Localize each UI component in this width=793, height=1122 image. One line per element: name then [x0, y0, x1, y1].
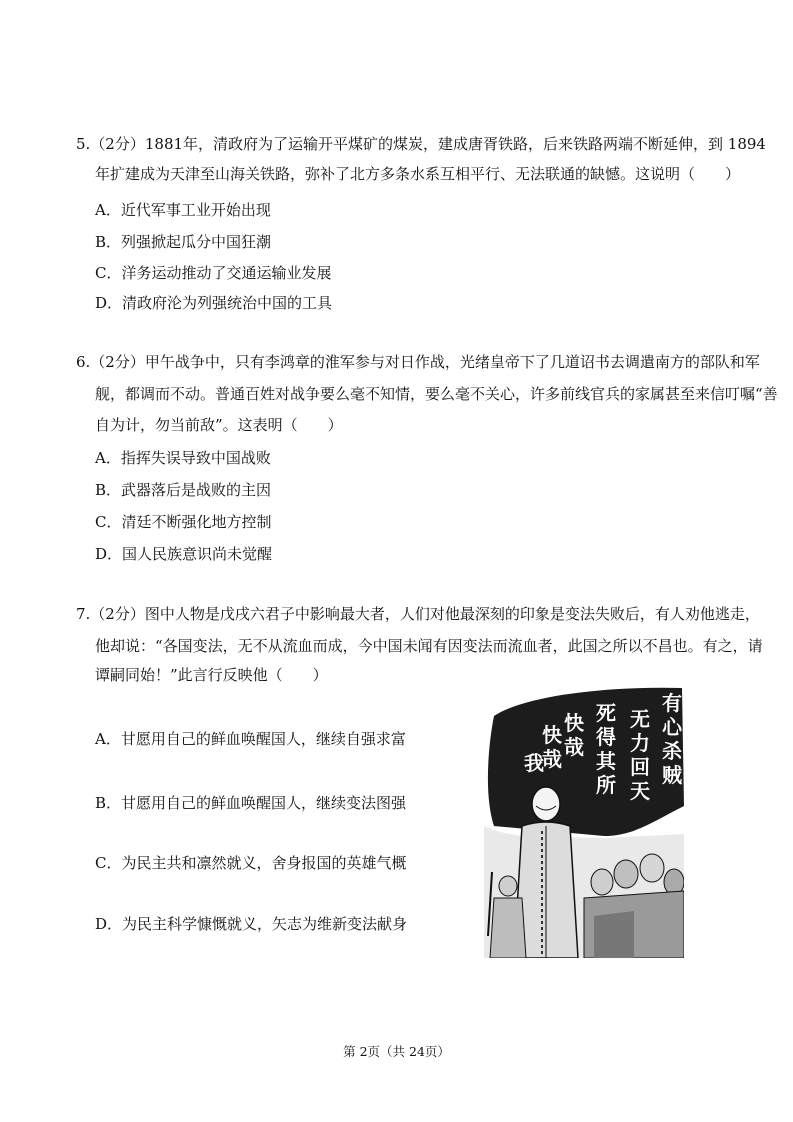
calligraphy-column-5: 快哉 — [542, 723, 562, 771]
question-6-option-c: C．清廷不断强化地方控制 — [95, 513, 272, 531]
question-5-option-a: A．近代军事工业开始出现 — [95, 201, 271, 219]
question-6-stem-line-3: 自为计，勿当前敌”。这表明（ ） — [95, 416, 343, 434]
calligraphy-column-2: 无力回天 — [630, 707, 650, 803]
question-5-stem-line-1: 5.（2分）1881年，清政府为了运输开平煤矿的煤炭，建成唐胥铁路，后来铁路两端不断延伸，到 1894 — [76, 135, 766, 153]
calligraphy-column-3: 死得其所 — [596, 701, 616, 797]
question-7-option-b: B．甘愿用自己的鲜血唤醒国人，继续变法图强 — [95, 794, 407, 812]
question-5-option-b: B．列强掀起瓜分中国狂潮 — [95, 233, 272, 251]
question-6-option-b: B．武器落后是战败的主因 — [95, 481, 272, 499]
question-5-stem-line-2: 年扩建成为天津至山海关铁路，弥补了北方多条水系互相平行、无法联通的缺憾。这说明（ ） — [95, 165, 741, 183]
calligraphy-column-1: 有心杀贼 — [662, 691, 682, 787]
question-6-stem-line-1: 6.（2分）甲午战争中，只有李鸿章的淮军参与对日作战，光绪皇帝下了几道诏书去调遣南方的部队和军 — [76, 353, 760, 371]
calligraphy-column-4: 快哉 — [564, 711, 584, 759]
question-6-stem-line-2: 舰，都调而不动。普通百姓对战争要么毫不知情，要么毫不关心，许多前线官兵的家属甚至来信叮嘱“善 — [95, 385, 778, 403]
question-6-option-a: A．指挥失误导致中国战败 — [95, 449, 271, 467]
calligraphy-column-6: 我 — [524, 751, 544, 775]
question-5-option-d: D．清政府沦为列强统治中国的工具 — [95, 294, 333, 312]
tan-sitong-illustration — [484, 686, 684, 958]
question-7-stem-line-3: 谭嗣同始！”此言行反映他（ ） — [95, 666, 328, 684]
question-7-stem-line-2: 他却说：“各国变法，无不从流血而成，今中国未闻有因变法而流血者，此国之所以不昌也。有之，请 — [95, 637, 763, 655]
question-6-option-d: D．国人民族意识尚未觉醒 — [95, 545, 273, 563]
question-7-stem-line-1: 7.（2分）图中人物是戊戌六君子中影响最大者，人们对他最深刻的印象是变法失败后，有人劝他逃走， — [76, 605, 760, 623]
page-footer: 第 2页（共 24页） — [343, 1044, 450, 1059]
question-7-option-d: D．为民主科学慷慨就义，矢志为维新变法献身 — [95, 915, 408, 933]
question-7-option-c: C．为民主共和凛然就义，舍身报国的英雄气概 — [95, 854, 407, 872]
question-5-option-c: C．洋务运动推动了交通运输业发展 — [95, 264, 332, 282]
question-7-option-a: A．甘愿用自己的鲜血唤醒国人，继续自强求富 — [95, 730, 406, 748]
